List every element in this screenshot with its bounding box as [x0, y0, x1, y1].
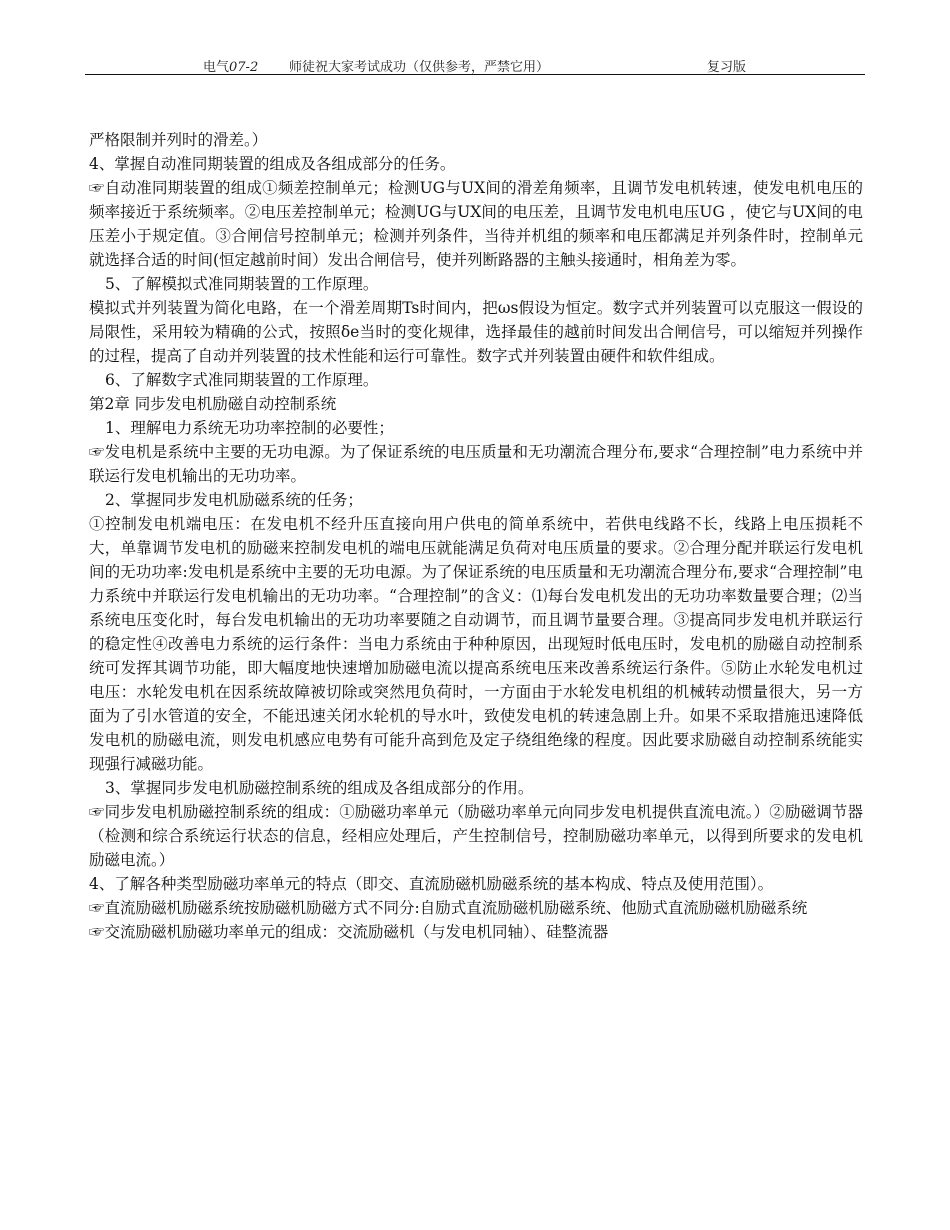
paragraph: 1、理解电力系统无功功率控制的必要性； — [105, 419, 394, 437]
paragraph: ☞发电机是系统中主要的无功电源。为了保证系统的电压质量和无功潮流合理分布,要求“合理控制”电力系统中并联运行发电机输出的无功功率。 — [89, 443, 863, 485]
paragraph: ☞自动准同期装置的组成①频差控制单元；检测UG与UX间的滑差角频率，且调节发电机转速，使发电机电压的频率接近于系统频率。②电压差控制单元；检测UG与UX间的电压差，且调节发电机电压UG ，使它与UX间的电压差小于规定值。③合闸信号控制单元；检测并列条件，当待并机组的频率和电压都满足并列条件时，控制单元就选择合适的时间(恒定越前时间）发出合闸信号，使并列断路器的主触头接通时，相角差为零。 — [89, 179, 863, 269]
paragraph: 4、掌握自动准同期装置的组成及各组成部分的任务。 — [89, 155, 456, 173]
header-class-code: 07-2 — [229, 60, 259, 75]
paragraph: 5、了解模拟式准同期装置的工作原理。 — [105, 275, 379, 293]
header-divider — [85, 74, 865, 75]
header-class-label — [203, 56, 258, 75]
header-version: 复习版 — [707, 60, 747, 75]
paragraph: 2、掌握同步发电机励磁系统的任务； — [105, 491, 363, 509]
header-motto: 师徒祝大家考试成功（仅供参考，严禁它用） — [289, 60, 550, 75]
paragraph: 模拟式并列装置为简化电路，在一个滑差周期Ts时间内，把ωs假设为恒定。数字式并列装置可以克服这一假设的局限性，采用较为精确的公式，按照δe当时的变化规律，选择最佳的越前时间发出合闸信号，可以缩短并列操作的过程，提高了自动并列装置的技术性能和运行可靠性。数字式并列装置由硬件和软件组成。 — [89, 299, 863, 365]
header-class-prefix: 电气 — [203, 60, 230, 75]
paragraph: ☞交流励磁机励磁功率单元的组成：交流励磁机（与发电机同轴）、硅整流器 — [89, 923, 609, 941]
paragraph: ☞同步发电机励磁控制系统的组成：①励磁功率单元（励磁功率单元向同步发电机提供直流电流。）②励磁调节器（检测和综合系统运行状态的信息，经相应处理后，产生控制信号，控制励磁功率单元，以得到所要求的发电机励磁电流。） — [89, 803, 863, 869]
paragraph: 4、了解各种类型励磁功率单元的特点（即交、直流励磁机励磁系统的基本构成、特点及使用范围）。 — [89, 875, 774, 893]
paragraph: 严格限制并列时的滑差。） — [89, 131, 268, 149]
paragraph: 6、了解数字式准同期装置的工作原理。 — [105, 371, 379, 389]
paragraph: ①控制发电机端电压：在发电机不经升压直接向用户供电的简单系统中，若供电线路不长，线路上电压损耗不大，单靠调节发电机的励磁来控制发电机的端电压就能满足负荷对电压质量的要求。②合理分配并联运行发电机间的无功功率:发电机是系统中主要的无功电源。为了保证系统的电压质量和无功潮流合理分布,要求“合理控制”电力系统中并联运行发电机输出的无功功率。“合理控制”的含义：⑴每台发电机发出的无功功率数量要合理；⑵当系统电压变化时，每台发电机输出的无功功率要随之自动调节，而且调节量要合理。③提高同步发电机并联运行的稳定性④改善电力系统的运行条件：当电力系统由于种种原因，出现短时低电压时，发电机的励磁自动控制系统可发挥其调节功能，即大幅度地快速增加励磁电流以提高系统电压来改善系统运行条件。⑤防止水轮发电机过电压：水轮发电机在因系统故障被切除或突然甩负荷时，一方面由于水轮发电机组的机械转动惯量很大，另一方面为了引水管道的安全，不能迅速关闭水轮机的导水叶，致使发电机的转速急剧上升。如果不采取措施迅速降低发电机的励磁电流，则发电机感应电势有可能升高到危及定子绕组绝缘的程度。因此要求励磁自动控制系统能实现强行减磁功能。 — [89, 515, 863, 773]
page-header — [85, 56, 865, 74]
document-body — [89, 128, 863, 944]
paragraph: ☞直流励磁机励磁系统按励磁机励磁方式不同分:自励式直流励磁机励磁系统、他励式直流励磁机励磁系统 — [89, 899, 808, 917]
paragraph: 3、掌握同步发电机励磁控制系统的组成及各组成部分的作用。 — [105, 779, 534, 797]
paragraph: 第2章 同步发电机励磁自动控制系统 — [89, 395, 337, 413]
